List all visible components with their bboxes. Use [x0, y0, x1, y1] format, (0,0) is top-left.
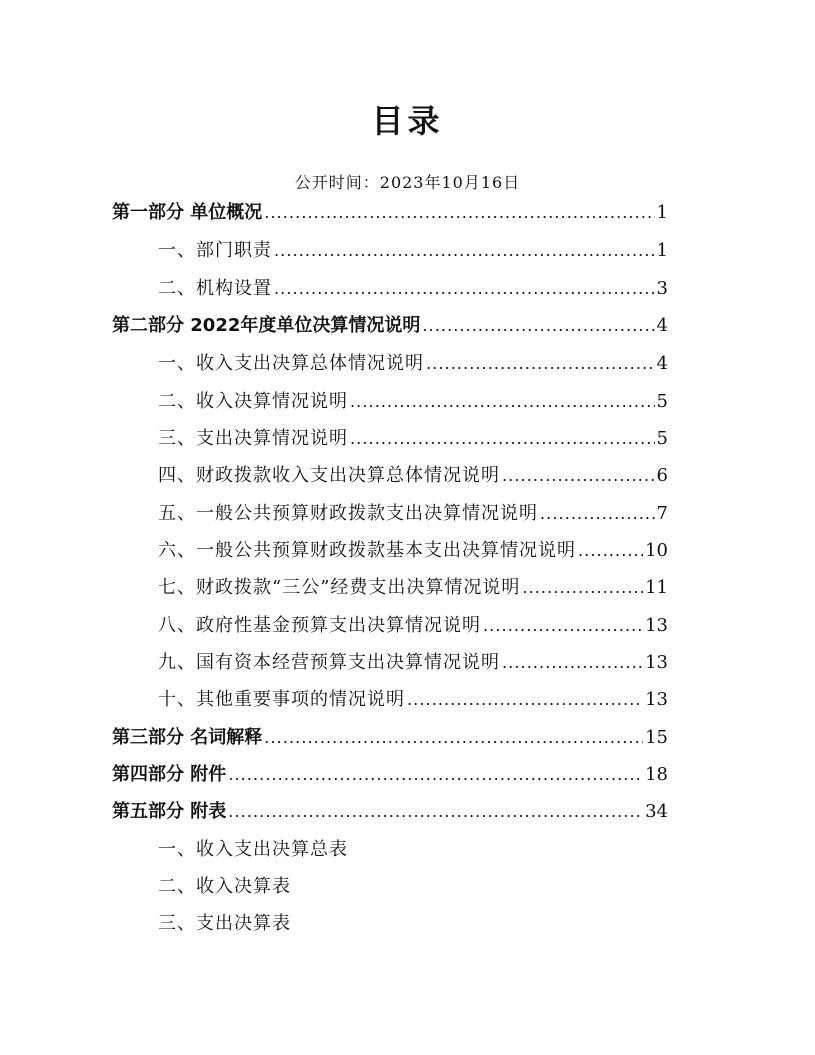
toc-page-number: 13: [645, 652, 668, 673]
leader-dots: [274, 276, 655, 302]
toc-entry-part-1[interactable]: [112, 200, 668, 226]
leader-dots: [483, 613, 643, 639]
toc-entry-part-4[interactable]: [112, 762, 668, 788]
leader-dots: [407, 687, 643, 713]
toc-entry-section[interactable]: [158, 463, 668, 489]
leader-dots: [264, 725, 643, 751]
toc-page-number: 5: [656, 428, 668, 449]
toc-entry-label: 九、国有资本经营预算支出决算情况说明: [158, 652, 500, 673]
toc-entry-label: 二、收入决算情况说明: [158, 391, 348, 412]
toc-entry-section[interactable]: [158, 389, 668, 415]
toc-page-number: 4: [656, 353, 668, 374]
toc-entry-duties[interactable]: [158, 238, 668, 264]
leader-dots: [274, 238, 655, 264]
toc-entry-label: 第一部分 单位概况: [112, 202, 263, 223]
leader-dots: [540, 501, 655, 527]
leader-dots: [264, 200, 654, 226]
toc-entry-section[interactable]: [158, 501, 668, 527]
toc-page-number: 7: [656, 503, 668, 524]
toc-page-number: 15: [645, 727, 668, 748]
toc-entry-label: 六、一般公共预算财政拨款基本支出决算情况说明: [158, 540, 576, 561]
toc-entry-part-5[interactable]: [112, 799, 668, 825]
toc-entry-section[interactable]: [158, 613, 668, 639]
toc-entry-section[interactable]: [158, 687, 668, 713]
appendix-table-item: 二、收入决算表: [158, 876, 291, 897]
toc-page-number: 1: [656, 240, 668, 261]
appendix-table-item: 一、收入支出决算总表: [158, 839, 348, 860]
leader-dots: [422, 313, 654, 339]
leader-dots: [578, 538, 643, 564]
leader-dots: [228, 799, 643, 825]
toc-entry-label: 四、财政拨款收入支出决算总体情况说明: [158, 465, 500, 486]
leader-dots: [350, 389, 655, 415]
toc-entry-label: 第三部分 名词解释: [112, 727, 263, 748]
toc-page-number: 11: [645, 577, 668, 598]
toc-entry-section[interactable]: [158, 351, 668, 377]
toc-page-number: 10: [645, 540, 668, 561]
publish-date: 公开时间：2023年10月16日: [294, 173, 521, 192]
leader-dots: [522, 575, 643, 601]
leader-dots: [502, 463, 655, 489]
toc-entry-part-2[interactable]: [112, 313, 668, 339]
toc-page-number: 1: [656, 202, 668, 223]
toc-entry-organization[interactable]: [158, 276, 668, 302]
leader-dots: [350, 426, 655, 452]
toc-entry-label: 第二部分 2022年度单位决算情况说明: [112, 315, 421, 336]
leader-dots: [228, 762, 643, 788]
toc-page-number: 13: [645, 689, 668, 710]
toc-entry-section[interactable]: [158, 575, 668, 601]
leader-dots: [426, 351, 655, 377]
toc-entry-label: 一、收入支出决算总体情况说明: [158, 353, 424, 374]
toc-page-number: 6: [656, 465, 668, 486]
toc-page-number: 13: [645, 615, 668, 636]
toc-entry-section[interactable]: [158, 538, 668, 564]
page-title: 目录: [371, 102, 444, 140]
toc-entry-label: 十、其他重要事项的情况说明: [158, 689, 405, 710]
toc-entry-label: 八、政府性基金预算支出决算情况说明: [158, 615, 481, 636]
toc-page-number: 5: [656, 391, 668, 412]
toc-entry-part-3[interactable]: [112, 725, 668, 751]
toc-page-number: 3: [656, 278, 668, 299]
toc-entry-label: 一、部门职责: [158, 240, 272, 261]
appendix-table-item: 三、支出决算表: [158, 913, 291, 934]
toc-entry-section[interactable]: [158, 426, 668, 452]
toc-entry-label: 五、一般公共预算财政拨款支出决算情况说明: [158, 503, 538, 524]
toc-entry-label: 二、机构设置: [158, 278, 272, 299]
toc-entry-section[interactable]: [158, 650, 668, 676]
toc-entry-label: 七、财政拨款“三公”经费支出决算情况说明: [158, 577, 521, 598]
leader-dots: [502, 650, 643, 676]
toc-entry-label: 第五部分 附表: [112, 801, 227, 822]
toc-entry-label: 第四部分 附件: [112, 764, 227, 785]
toc-page-number: 34: [645, 801, 668, 822]
toc-page-number: 18: [645, 764, 668, 785]
toc-page-number: 4: [656, 315, 668, 336]
toc-entry-label: 三、支出决算情况说明: [158, 428, 348, 449]
